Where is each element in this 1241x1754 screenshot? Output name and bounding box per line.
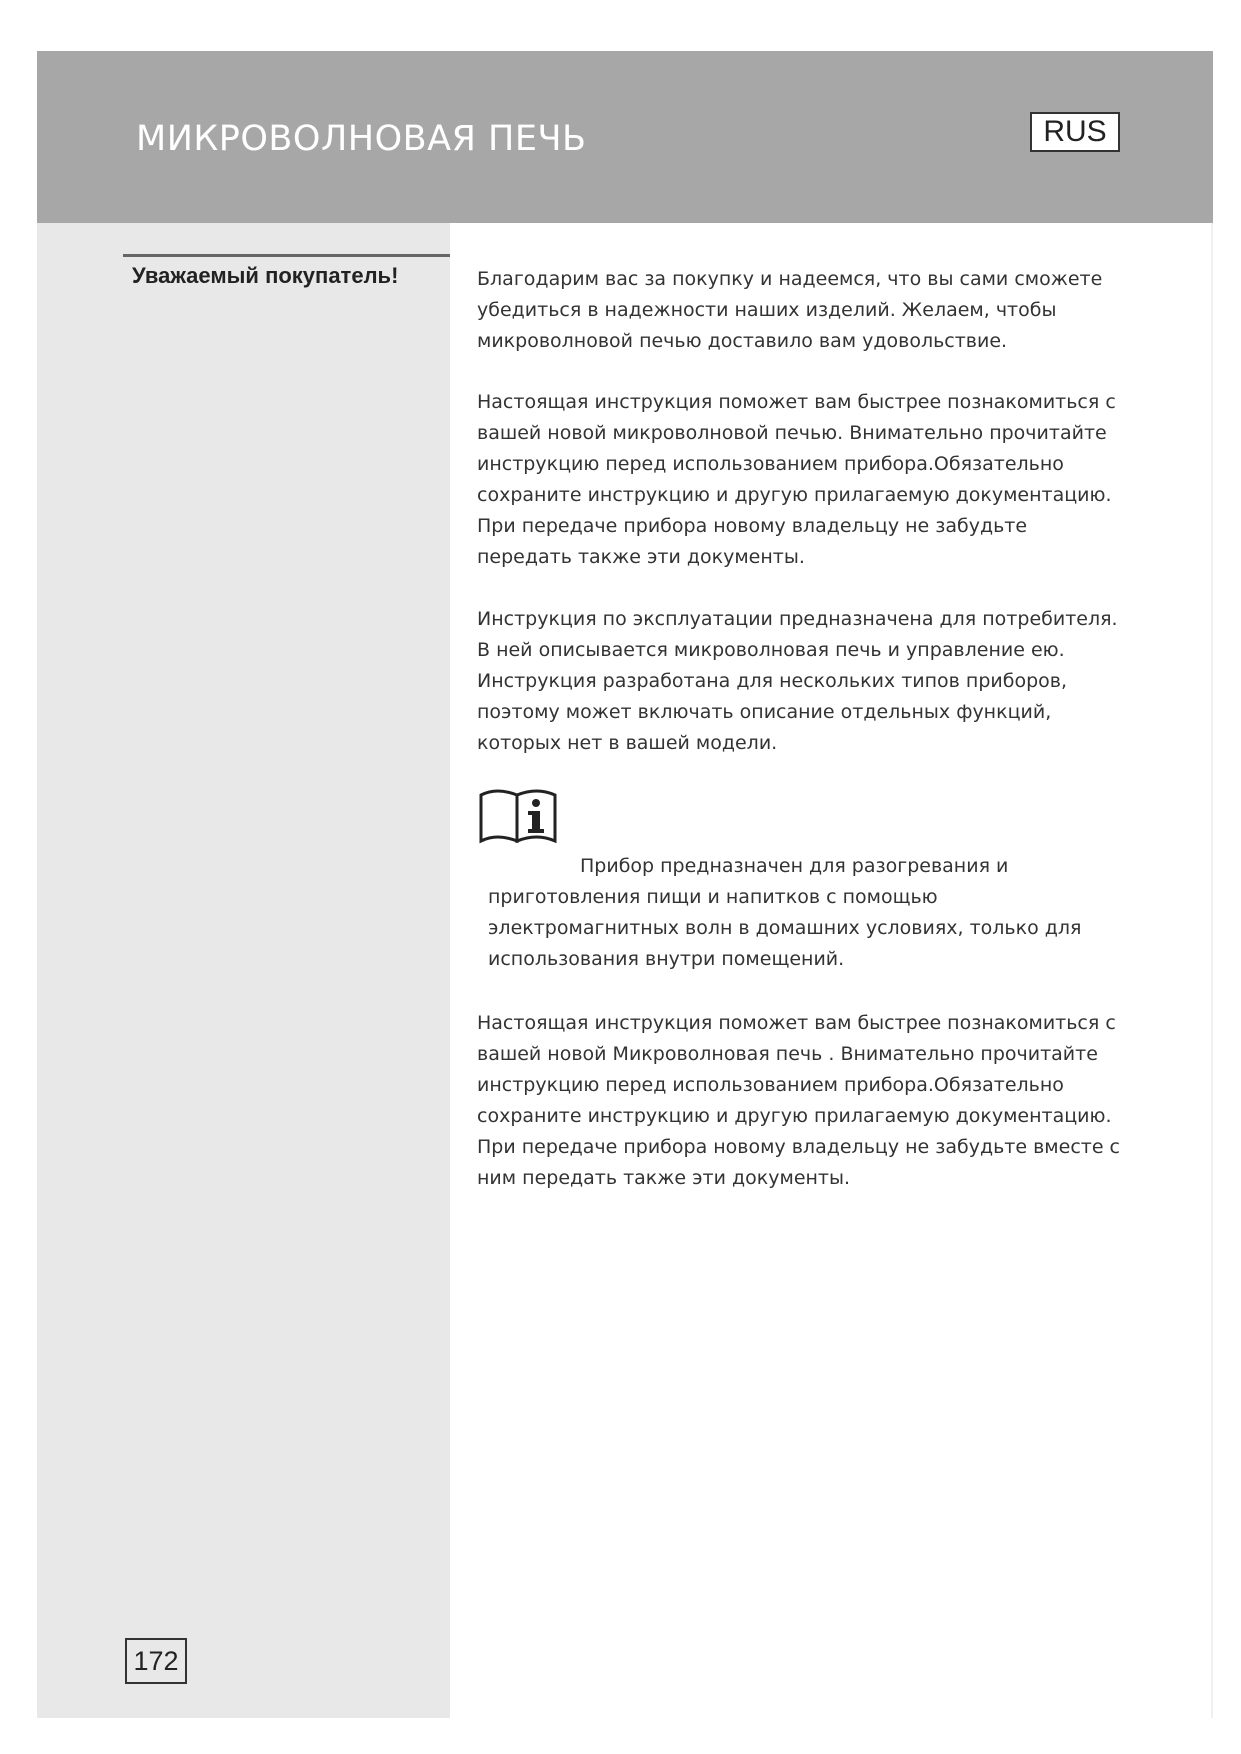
sidebar-divider bbox=[123, 254, 450, 257]
manual-info-icon bbox=[477, 785, 559, 845]
page-number: 172 bbox=[125, 1638, 187, 1684]
closing-paragraph: Настоящая инструкция поможет вам быстрее познакомиться с вашей новой Микроволновая печь . Внимательно прочитайте инструкцию перед использованием прибора.Обязательно сохраните инструкцию и другую прилагаемую документацию. При передаче прибора новому владельцу не забудьте вместе с ним передать также эти документы. bbox=[477, 1012, 1121, 1189]
language-badge: RUS bbox=[1030, 112, 1120, 152]
greeting-heading: Уважаемый покупатель! bbox=[132, 263, 399, 288]
scope-paragraph: Инструкция по эксплуатации предназначена для потребителя. В ней описывается микроволновая печь и управление ею. Инструкция разработана для нескольких типов приборов, поэтому может включать описание отдельных функций, которых нет в вашей модели. bbox=[477, 608, 1118, 754]
page-title: МИКРОВОЛНОВАЯ ПЕЧЬ bbox=[136, 119, 587, 159]
usage-note: Прибор предназначен для разогревания и приготовления пищи и напитков с помощью электромагнитных волн в домашних условиях, только для использования внутри помещений. bbox=[488, 855, 1082, 970]
page-header bbox=[37, 51, 1213, 223]
page-edge bbox=[1211, 223, 1213, 1718]
intro-paragraph: Благодарим вас за покупку и надеемся, что вы сами сможете убедиться в надежности наших изделий. Желаем, чтобы микроволновой печью доставило вам удовольствие. bbox=[477, 268, 1103, 352]
sidebar bbox=[37, 223, 450, 1718]
manual-paragraph: Настоящая инструкция поможет вам быстрее познакомиться с вашей новой микроволновой печью. Внимательно прочитайте инструкцию перед использованием прибора.Обязательно сохраните инструкцию и другую прилагаемую документацию. При передаче прибора новому владельцу не забудьте передать также эти документы. bbox=[477, 391, 1116, 568]
